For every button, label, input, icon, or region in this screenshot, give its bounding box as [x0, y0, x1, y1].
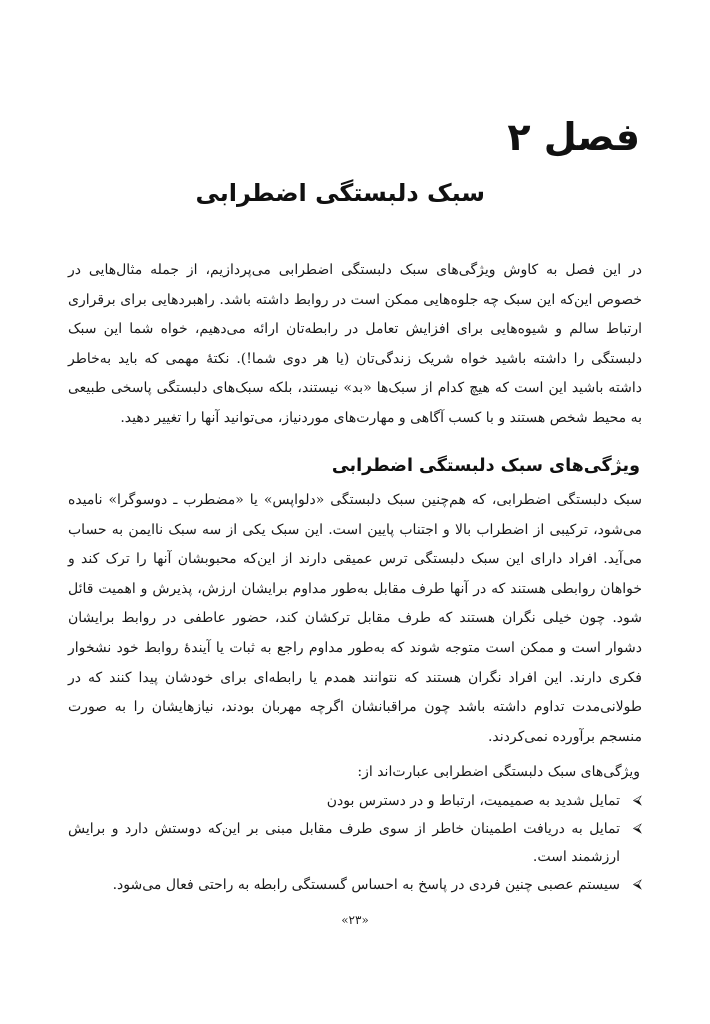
list-item-text: سیستم عصبی چنین فردی در پاسخ به احساس گسستگی رابطه به راحتی فعال می‌شود.: [112, 877, 620, 893]
intro-paragraph: در این فصل به کاوش ویژگی‌های سبک دلبستگی اضطرابی می‌پردازیم، از جمله مثال‌هایی در خصوص این‌که این سبک چه جلوه‌هایی ممکن است در روابط داشته باشد. راهبردهایی برای برقراری ارتباط سالم و شیوه‌هایی برای افزایش تعامل در رابطه‌تان ارائه می‌دهیم، خواه شما این سبک دلبستگی را داشته باشید خواه شریک زندگی‌تان (یا هر دوی شما!). نکتهٔ مهمی که باید به‌خاطر داشته باشید این است که هیچ کدام از سبک‌ها «بد» نیستند، بلکه سبک‌های دلبستگی پاسخی طبیعی به محیط شخص هستند و با کسب آگاهی و مهارت‌های موردنیاز، می‌توانید آنها را تغییر دهید.: [68, 262, 642, 426]
page-number: «۲۳»: [341, 913, 369, 927]
list-item: [68, 871, 642, 899]
list-intro: ویژگی‌های سبک دلبستگی اضطرابی عبارت‌اند از:: [357, 764, 640, 780]
arrow-bullet-icon: ⮘: [632, 793, 642, 808]
section-body-paragraph: سبک دلبستگی اضطرابی، که هم‌چنین سبک دلبستگی «دلواپس» یا «مضطرب ـ دوسوگرا» نامیده می‌شود، ترکیبی از اضطراب بالا و اجتناب پایین است. این سبک یکی از سه سبک ناایمن به حساب می‌آید. افراد دارای این سبک دلبستگی ترس عمیقی دارند از این‌که محبوبشان آنها را ترک کند و خواهان روابطی هستند که در آنها طرف مقابل به‌طور مداوم برایشان ارزش، پذیرش و اهمیت قائل شود. چون خیلی نگران هستند که طرف مقابل ترکشان کند، حضور عاطفی در روابط برایشان دشوار است و ممکن است متوجه شوند که به‌طور مداوم راجع به ثبات یا آیندهٔ روابط خود نشخوار فکری دارند. این افراد نگران هستند که نتوانند همدم یا رابطه‌ای برای خودشان پیدا کنند که در طولانی‌مدت تداوم داشته باشد چون مراقبانشان اگرچه مهربان بودند، نیازهایشان را به صورت منسجم برآورده نمی‌کردند.: [68, 492, 642, 745]
traits-list: [68, 787, 642, 899]
arrow-bullet-icon: ⮘: [632, 877, 642, 892]
chapter-title: فصل ۲: [507, 115, 640, 159]
list-item: [68, 815, 642, 871]
list-item: [68, 787, 642, 815]
section-heading: ویژگی‌های سبک دلبستگی اضطرابی: [331, 456, 640, 476]
chapter-subtitle: سبک دلبستگی اضطرابی: [195, 179, 485, 207]
list-item-text: تمایل شدید به صمیمیت، ارتباط و در دسترس بودن: [326, 793, 620, 809]
list-item-text: تمایل به دریافت اطمینان خاطر از سوی طرف مقابل مبنی بر این‌که دوستش دارد و برایش ارزشمند است.: [68, 821, 620, 865]
arrow-bullet-icon: ⮘: [632, 821, 642, 836]
